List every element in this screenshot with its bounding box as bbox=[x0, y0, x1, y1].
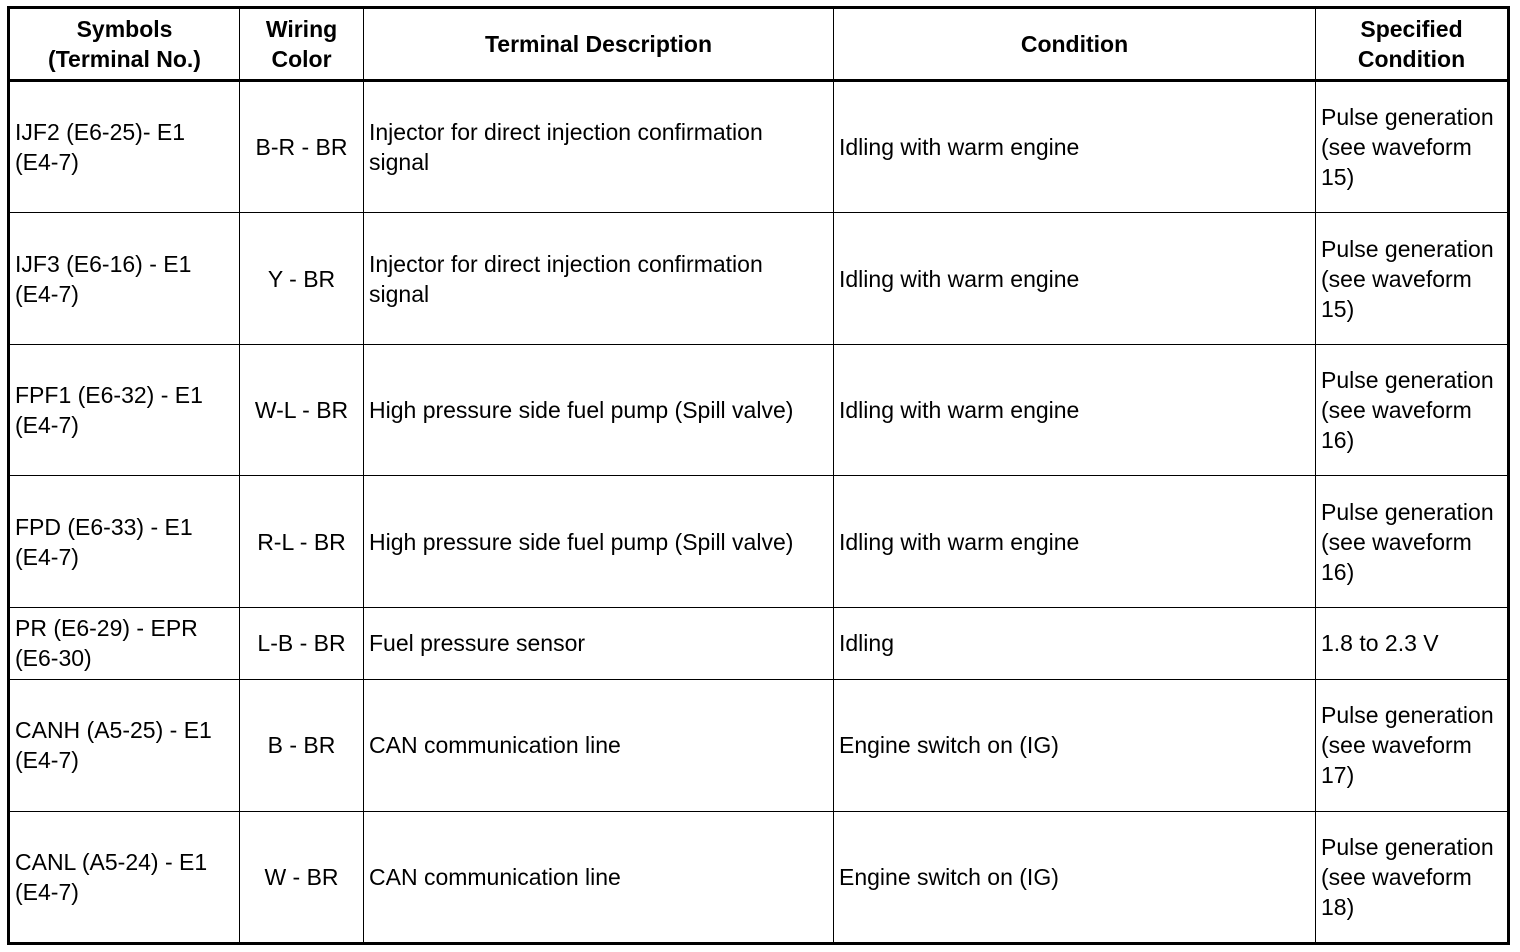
wiring-color-cell: W-L - BR bbox=[240, 344, 364, 475]
symbol-cell: FPF1 (E6-32) - E1 (E4-7) bbox=[9, 344, 240, 475]
condition-cell: Idling with warm engine bbox=[834, 213, 1316, 344]
specified-condition-cell: Pulse generation (see waveform 15) bbox=[1316, 213, 1509, 344]
specified-condition-cell: Pulse generation (see waveform 15) bbox=[1316, 81, 1509, 213]
table-row bbox=[9, 607, 1509, 679]
specified-condition-cell: 1.8 to 2.3 V bbox=[1316, 607, 1509, 679]
description-cell: High pressure side fuel pump (Spill valve) bbox=[364, 344, 834, 475]
condition-cell: Engine switch on (IG) bbox=[834, 811, 1316, 943]
header-terminal-description: Terminal Description bbox=[364, 8, 834, 81]
table-row bbox=[9, 811, 1509, 943]
condition-cell: Idling with warm engine bbox=[834, 344, 1316, 475]
header-symbols-line1: Symbols bbox=[76, 16, 173, 42]
description-cell: Fuel pressure sensor bbox=[364, 607, 834, 679]
wiring-color-cell: B - BR bbox=[240, 680, 364, 811]
header-wiring-color bbox=[240, 8, 364, 81]
description-cell: CAN communication line bbox=[364, 680, 834, 811]
wiring-color-cell: R-L - BR bbox=[240, 476, 364, 607]
header-specified-line1: Specified bbox=[1360, 16, 1463, 42]
header-symbols-line2: (Terminal No.) bbox=[48, 46, 201, 72]
description-cell: Injector for direct injection confirmation signal bbox=[364, 213, 834, 344]
wiring-color-cell: L-B - BR bbox=[240, 607, 364, 679]
terminal-spec-table bbox=[7, 6, 1510, 945]
symbol-cell: IJF2 (E6-25)- E1 (E4-7) bbox=[9, 81, 240, 213]
table-header bbox=[9, 8, 1509, 81]
specified-condition-cell: Pulse generation (see waveform 16) bbox=[1316, 344, 1509, 475]
table-row bbox=[9, 680, 1509, 811]
header-specified-line2: Condition bbox=[1357, 46, 1466, 72]
table-row bbox=[9, 81, 1509, 213]
description-cell: Injector for direct injection confirmation signal bbox=[364, 81, 834, 213]
wiring-color-cell: W - BR bbox=[240, 811, 364, 943]
table-body bbox=[9, 81, 1509, 944]
condition-cell: Idling with warm engine bbox=[834, 476, 1316, 607]
header-symbols bbox=[9, 8, 240, 81]
header-wiring-line2: Color bbox=[271, 46, 332, 72]
symbol-cell: PR (E6-29) - EPR (E6-30) bbox=[9, 607, 240, 679]
symbol-cell: CANH (A5-25) - E1 (E4-7) bbox=[9, 680, 240, 811]
condition-cell: Idling bbox=[834, 607, 1316, 679]
table-row bbox=[9, 213, 1509, 344]
specified-condition-cell: Pulse generation (see waveform 17) bbox=[1316, 680, 1509, 811]
table-row bbox=[9, 476, 1509, 607]
wiring-color-cell: Y - BR bbox=[240, 213, 364, 344]
header-row bbox=[9, 8, 1509, 81]
header-wiring-line1: Wiring bbox=[265, 16, 338, 42]
header-specified-condition bbox=[1316, 8, 1509, 81]
specified-condition-cell: Pulse generation (see waveform 16) bbox=[1316, 476, 1509, 607]
symbol-cell: FPD (E6-33) - E1 (E4-7) bbox=[9, 476, 240, 607]
description-cell: High pressure side fuel pump (Spill valve) bbox=[364, 476, 834, 607]
specified-condition-cell: Pulse generation (see waveform 18) bbox=[1316, 811, 1509, 943]
header-condition: Condition bbox=[834, 8, 1316, 81]
table-row bbox=[9, 344, 1509, 475]
symbol-cell: CANL (A5-24) - E1 (E4-7) bbox=[9, 811, 240, 943]
condition-cell: Engine switch on (IG) bbox=[834, 680, 1316, 811]
symbol-cell: IJF3 (E6-16) - E1 (E4-7) bbox=[9, 213, 240, 344]
description-cell: CAN communication line bbox=[364, 811, 834, 943]
condition-cell: Idling with warm engine bbox=[834, 81, 1316, 213]
wiring-color-cell: B-R - BR bbox=[240, 81, 364, 213]
